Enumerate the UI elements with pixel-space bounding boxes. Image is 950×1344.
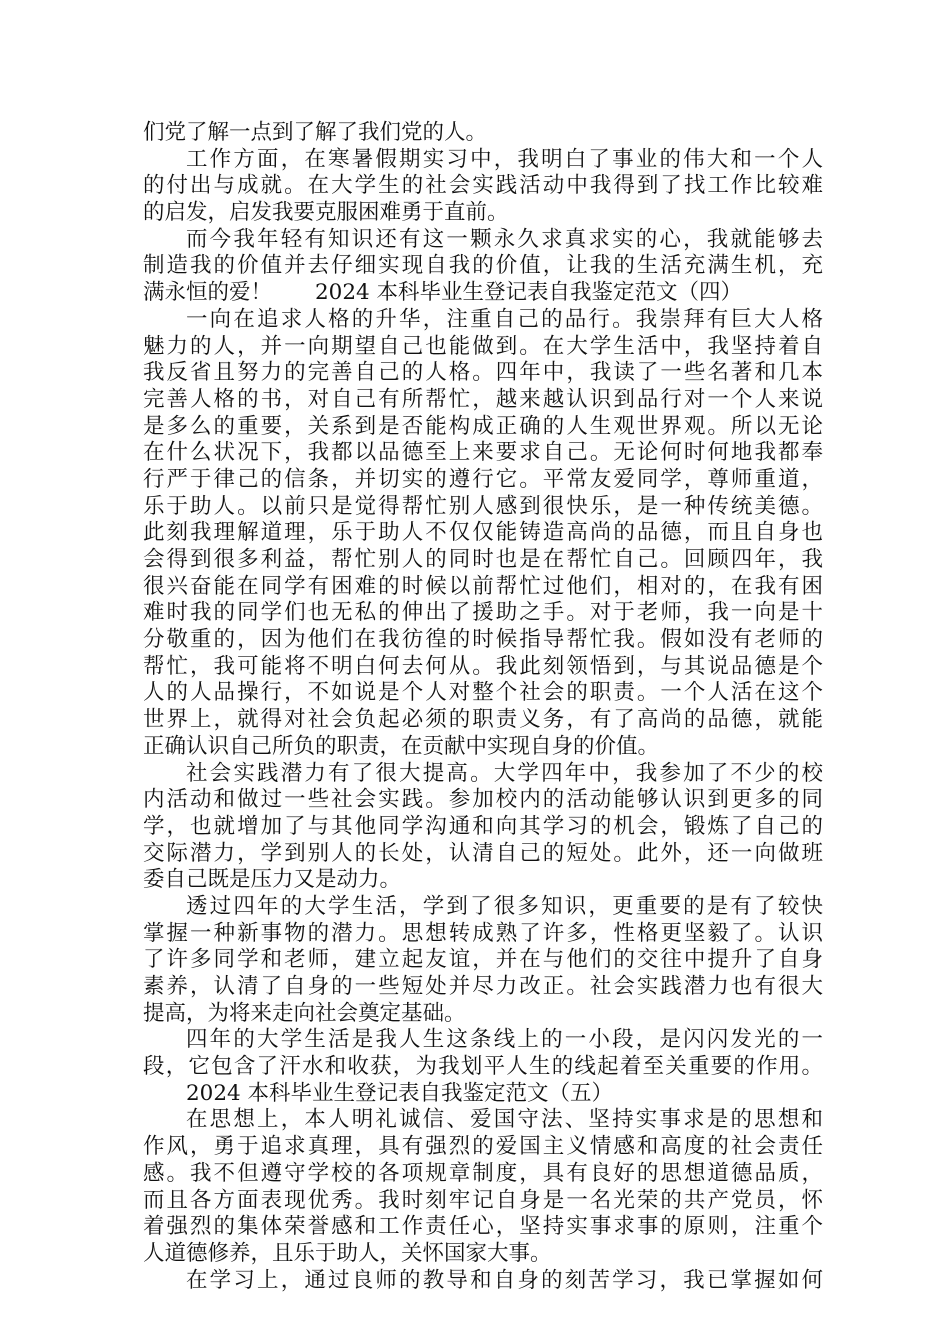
text-line: 乐于助人。以前只是觉得帮忙别人感到很快乐，是一种传统美德。 [143, 493, 823, 519]
text-line: 在什么状况下，我都以品德至上来要求自己。无论何时何地我都奉 [143, 440, 823, 466]
text-line: 制造我的价值并去仔细实现自我的价值，让我的生活充满生机，充 [143, 253, 823, 279]
text-line: 在学习上，通过良师的教导和自身的刻苦学习，我已掌握如何 [186, 1267, 823, 1293]
text-line: 难时我的同学们也无私的伸出了援助之手。对于老师，我一向是十 [143, 600, 823, 626]
text-line: 我反省且努力的完善自己的人格。四年中，我读了一些名著和几本 [143, 360, 823, 386]
text-line: 人的人品操行，不如说是个人对整个社会的职责。一个人活在这个 [143, 680, 823, 706]
text-line: 而且各方面表现优秀。我时刻牢记自身是一名光荣的共产党员，怀 [143, 1187, 823, 1213]
text-line: 行严于律己的信条，并切实的遵行它。平常友爱同学，尊师重道， [143, 466, 823, 492]
text-line: 会得到很多利益，帮忙别人的同时也是在帮忙自己。回顾四年，我 [143, 547, 823, 572]
text-line: 一向在追求人格的升华，注重自己的品行。我崇拜有巨大人格 [186, 306, 823, 332]
text-line: 2024 本科毕业生登记表自我鉴定范文（五） [186, 1080, 614, 1106]
text-line: 素养，认清了自身的一些短处并尽力改正。社会实践潜力也有很大 [143, 974, 823, 999]
text-line: 委自己既是压力又是动力。 [143, 867, 402, 893]
text-line: 正确认识自己所负的职责，在贡献中实现自身的价值。 [143, 733, 660, 759]
text-line: 内活动和做过一些社会实践。参加校内的活动能够认识到更多的同 [143, 787, 823, 813]
text-line: 的付出与成就。在大学生的社会实践活动中我得到了找工作比较难 [143, 173, 823, 199]
text-line: 感。我不但遵守学校的各项规章制度，具有良好的思想道德品质， [143, 1160, 823, 1186]
text-line: 透过四年的大学生活，学到了很多知识，更重要的是有了较快 [186, 893, 823, 919]
text-line: 是多么的重要，关系到是否能构成正确的人生观世界观。所以无论 [143, 413, 823, 439]
text-line: 而今我年轻有知识还有这一颗永久求真求实的心，我就能够去 [186, 226, 823, 252]
text-line: 魅力的人，并一向期望自己也能做到。在大学生活中，我坚持着自 [143, 333, 823, 359]
document-page [143, 120, 823, 1294]
text-line: 段，它包含了汗水和收获，为我划平人生的线起着至关重要的作用。 [143, 1054, 823, 1080]
text-line: 的启发，启发我要克服困难勇于直前。 [143, 200, 509, 226]
text-line: 提高，为将来走向社会奠定基础。 [143, 1000, 466, 1026]
text-line: 社会实践潜力有了很大提高。大学四年中，我参加了不少的校 [186, 760, 823, 786]
text-line: 学，也就增加了与其他同学沟通和向其学习的机会，锻炼了自己的 [143, 813, 823, 839]
text-line: 此刻我理解道理，乐于助人不仅仅能铸造高尚的品德，而且自身也 [143, 520, 823, 546]
text-line: 人道德修养，且乐于助人，关怀国家大事。 [143, 1240, 552, 1266]
text-line: 交际潜力，学到别人的长处，认清自己的短处。此外，还一向做班 [143, 840, 823, 866]
text-line: 掌握一种新事物的潜力。思想转成熟了许多，性格更坚毅了。认识 [143, 920, 823, 946]
text-line: 了许多同学和老师，建立起友谊，并在与他们的交往中提升了自身 [143, 947, 823, 973]
text-line: 在思想上，本人明礼诚信、爱国守法、坚持实事求是的思想和 [186, 1107, 823, 1133]
text-line: 作风，勇于追求真理，具有强烈的爱国主义情感和高度的社会责任 [143, 1134, 823, 1160]
text-line: 四年的大学生活是我人生这条线上的一小段，是闪闪发光的一 [186, 1027, 823, 1053]
text-line: 分敬重的，因为他们在我彷徨的时候指导帮忙我。假如没有老师的 [143, 627, 823, 653]
text-line: 满永恒的爱！ 2024 本科毕业生登记表自我鉴定范文（四） [143, 280, 743, 306]
text-line: 世界上，就得对社会负起必须的职责义务，有了高尚的品德，就能 [143, 707, 823, 733]
text-line: 着强烈的集体荣誉感和工作责任心，坚持实事求事的原则，注重个 [143, 1214, 823, 1240]
text-line: 们党了解一点到了解了我们党的人。 [143, 120, 488, 145]
text-line: 很兴奋能在同学有困难的时候以前帮忙过他们，相对的，在我有困 [143, 573, 823, 599]
text-line: 帮忙，我可能将不明白何去何从。我此刻领悟到，与其说品德是个 [143, 653, 823, 679]
text-line: 工作方面，在寒暑假期实习中，我明白了事业的伟大和一个人 [186, 146, 823, 172]
text-line: 完善人格的书，对自己有所帮忙，越来越认识到品行对一个人来说 [143, 386, 823, 412]
